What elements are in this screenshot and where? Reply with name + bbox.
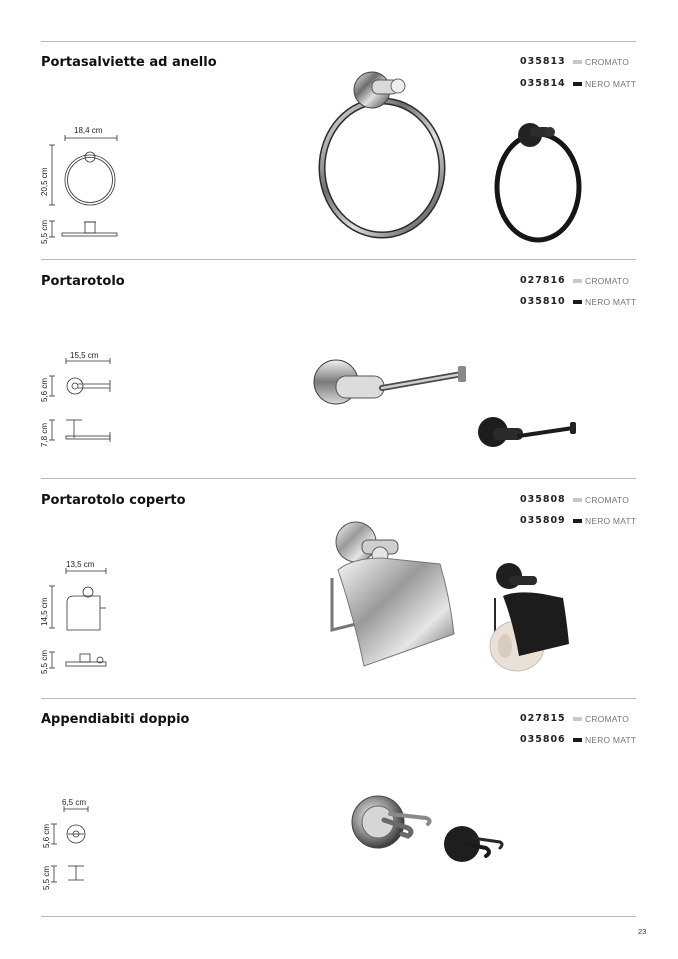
product-image-chrome <box>310 62 450 242</box>
product-image-chrome <box>322 518 462 668</box>
technical-drawing-covered-paper-holder <box>40 568 120 678</box>
dim-width: 18,4 cm <box>74 126 103 135</box>
finish-swatch-chrome <box>573 60 582 64</box>
dim-height: 14,5 cm <box>40 597 49 626</box>
finish-swatch-black <box>573 300 582 304</box>
section-divider <box>41 478 636 479</box>
product-code: 035814 <box>520 78 566 89</box>
product-code: 035810 <box>520 296 566 307</box>
finish-swatch-chrome <box>573 279 582 283</box>
finish-swatch-black <box>573 519 582 523</box>
technical-drawing-paper-holder <box>40 358 120 448</box>
dim-depth: 5,5 cm <box>40 219 49 244</box>
top-rule <box>41 41 636 42</box>
product-code: 035809 <box>520 515 566 526</box>
finish-swatch-chrome <box>573 498 582 502</box>
product-image-chrome <box>310 352 480 412</box>
page-number: 23 <box>638 927 647 936</box>
dim-depth: 5,5 cm <box>42 865 51 890</box>
dim-height: 20,5 cm <box>40 167 49 196</box>
product-code: 035806 <box>520 734 566 745</box>
technical-drawing-double-hook <box>44 806 114 886</box>
section-divider <box>41 259 636 260</box>
product-title: Portarotolo coperto <box>41 493 186 508</box>
finish-label: CROMATO <box>585 276 630 286</box>
product-code: 035808 <box>520 494 566 505</box>
finish-swatch-chrome <box>573 717 582 721</box>
finish-label: CROMATO <box>585 714 630 724</box>
dim-width: 6,5 cm <box>62 798 87 807</box>
finish-swatch-black <box>573 738 582 742</box>
product-image-black <box>440 818 510 868</box>
finish-label: CROMATO <box>585 57 630 67</box>
dim-height: 5,6 cm <box>40 377 49 402</box>
dim-width: 13,5 cm <box>66 560 95 569</box>
product-title: Portarotolo <box>41 274 125 289</box>
bottom-rule <box>41 916 636 917</box>
finish-label: CROMATO <box>585 495 630 505</box>
finish-label: NERO MATT <box>585 297 637 307</box>
section-divider <box>41 698 636 699</box>
finish-label: NERO MATT <box>585 516 637 526</box>
product-code: 027815 <box>520 713 566 724</box>
technical-drawing-towel-ring <box>40 135 120 245</box>
product-image-black <box>475 410 585 450</box>
finish-label: NERO MATT <box>585 79 637 89</box>
product-code: 027816 <box>520 275 566 286</box>
product-title: Portasalviette ad anello <box>41 55 217 70</box>
finish-swatch-black <box>573 82 582 86</box>
dim-depth: 7,8 cm <box>40 422 49 447</box>
product-image-black <box>483 560 583 675</box>
product-code: 035813 <box>520 56 566 67</box>
dim-depth: 5,5 cm <box>40 649 49 674</box>
dim-height: 5,6 cm <box>42 823 51 848</box>
product-title: Appendiabiti doppio <box>41 712 190 727</box>
product-image-chrome <box>350 790 440 860</box>
dim-width: 15,5 cm <box>70 351 99 360</box>
product-image-black <box>490 115 590 245</box>
finish-label: NERO MATT <box>585 735 637 745</box>
